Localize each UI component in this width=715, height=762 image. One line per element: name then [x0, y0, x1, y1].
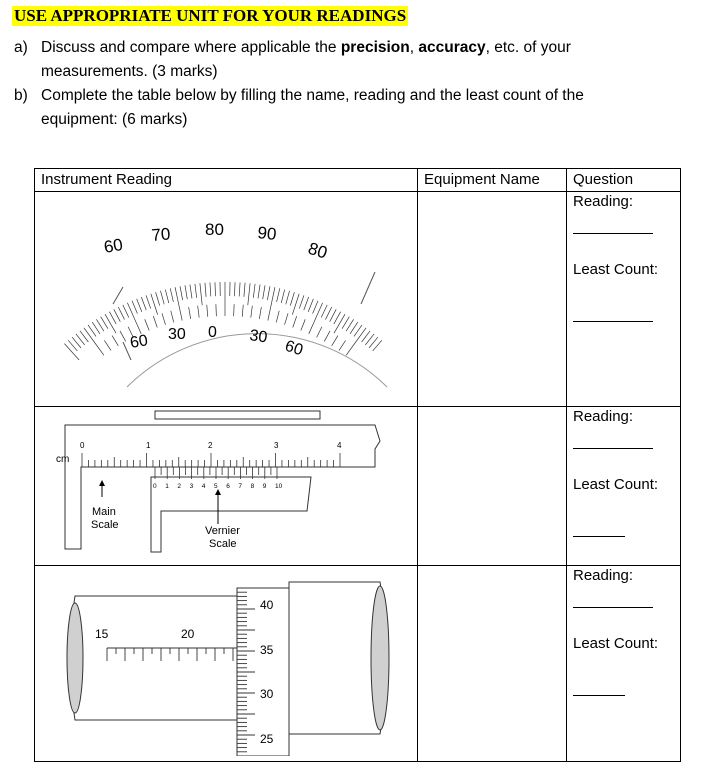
unit-label: cm [56, 454, 69, 465]
tick-mark [210, 282, 211, 296]
tick-mark [276, 311, 279, 323]
tick-mark [171, 311, 174, 323]
tick-mark [215, 282, 216, 296]
tick-mark [190, 285, 192, 299]
tick-mark [334, 312, 341, 324]
equipment-name-cell[interactable] [418, 407, 567, 566]
main-scale-label: 80 [306, 239, 330, 263]
tick-mark [309, 323, 314, 334]
main-scale-label: 60 [102, 235, 124, 257]
tick-mark [151, 294, 158, 315]
thimble-number: 35 [260, 643, 274, 657]
tick-mark [234, 282, 235, 296]
vernier-scale-label: 30 [248, 327, 268, 346]
tick-mark [118, 307, 124, 320]
reading-label: Reading: [573, 408, 633, 425]
tick-mark [156, 292, 160, 305]
vernier-scale-caption: Scale [209, 538, 237, 550]
reading-blank[interactable] [573, 233, 653, 234]
tick-mark [259, 307, 261, 319]
tick-mark [120, 331, 126, 342]
tick-mark [281, 290, 284, 304]
tick-mark [353, 328, 366, 346]
tick-mark [137, 299, 142, 312]
vernier-number: 6 [226, 483, 230, 490]
instrument-cell-protractor [35, 192, 418, 407]
tick-mark [244, 283, 245, 297]
reading-blank[interactable] [573, 448, 653, 449]
tick-mark [234, 304, 235, 316]
tick-mark [101, 317, 108, 329]
vernier-scale-label: 0 [208, 324, 217, 341]
main-scale-label: 90 [257, 223, 278, 244]
tick-mark [346, 319, 354, 331]
header-instrument-reading: Instrument Reading [35, 169, 418, 192]
instrument-cell-caliper [35, 407, 418, 566]
tick-mark [342, 317, 349, 329]
reading-blank[interactable] [573, 607, 653, 608]
sleeve-number: 20 [181, 627, 195, 641]
tick-mark [321, 305, 327, 318]
thimble-number: 30 [260, 687, 274, 701]
tick-mark [145, 319, 149, 330]
tick-mark [285, 313, 288, 324]
reading-label: Reading: [573, 567, 633, 584]
question-a-text-line2: measurements. (3 marks) [41, 63, 218, 80]
tick-mark [84, 328, 97, 346]
main-number: 1 [146, 441, 151, 450]
question-cell-2 [567, 407, 681, 566]
tick-mark [292, 294, 299, 315]
tick-mark [132, 301, 137, 314]
tick-mark [339, 340, 346, 350]
vernier-number: 1 [165, 483, 169, 490]
main-number: 3 [274, 441, 279, 450]
vernier-scale-label: 60 [283, 338, 305, 360]
tick-mark [346, 346, 353, 356]
vernier-scale-label: 60 [129, 332, 150, 352]
main-number: 4 [337, 441, 342, 450]
vernier-number: 10 [275, 483, 283, 490]
vernier-caliper-diagram [35, 407, 417, 560]
least-count-blank[interactable] [573, 321, 653, 322]
main-scale-label: 70 [151, 224, 172, 245]
tick-mark [293, 316, 297, 327]
tick-mark [242, 305, 243, 317]
vernier-number: 3 [190, 483, 194, 490]
tick-mark [248, 283, 250, 305]
tick-mark [239, 282, 240, 296]
tick-mark [200, 283, 202, 305]
question-cell-3 [567, 566, 681, 762]
tick-mark [185, 285, 187, 299]
question-a-text: Discuss and compare where applicable the [41, 39, 341, 56]
instrument-cell-micrometer [35, 566, 418, 762]
tick-mark [317, 327, 322, 338]
tick-mark [286, 291, 290, 304]
tick-mark [332, 336, 338, 346]
protractor-vernier-diagram [35, 192, 417, 401]
main-scale-caption: Main [92, 506, 116, 518]
least-count-label: Least Count: [573, 476, 658, 493]
vernier-number: 8 [251, 483, 255, 490]
tick-mark [189, 307, 191, 319]
least-count-label: Least Count: [573, 261, 658, 278]
accuracy-keyword: accuracy [418, 39, 485, 56]
tick-mark [216, 304, 217, 316]
tick-mark [325, 307, 331, 320]
tick-mark [324, 331, 330, 342]
tick-mark [334, 314, 345, 333]
tick-mark [97, 346, 104, 356]
tick-mark [160, 291, 164, 304]
tick-mark [330, 309, 336, 321]
tick-mark [270, 287, 275, 309]
vernier-scale-label: 30 [168, 326, 186, 343]
vernier-number: 5 [214, 483, 218, 490]
tick-mark [170, 288, 173, 302]
tick-mark [314, 303, 323, 323]
precision-keyword: precision [341, 39, 410, 56]
tick-mark [258, 285, 260, 299]
tick-mark [301, 319, 305, 330]
tick-mark [251, 306, 253, 318]
tick-mark [105, 314, 116, 333]
tick-mark [180, 286, 183, 300]
micrometer-diagram [35, 566, 417, 756]
tick-mark [165, 290, 168, 304]
tick-mark [153, 316, 157, 327]
least-count-blank[interactable] [573, 536, 625, 537]
header-question: Question [567, 169, 681, 192]
vernier-number: 9 [263, 483, 267, 490]
sleeve-number: 15 [95, 627, 109, 641]
main-scale-caption: Scale [91, 519, 119, 531]
tick-mark [180, 309, 182, 321]
tick-mark [308, 299, 313, 312]
least-count-label: Least Count: [573, 635, 658, 652]
tick-mark [263, 285, 265, 299]
tick-mark [123, 305, 129, 318]
vernier-number: 2 [177, 483, 181, 490]
tick-mark [299, 295, 304, 308]
tick-mark [277, 288, 280, 302]
vernier-number: 4 [202, 483, 206, 490]
question-b-text: Complete the table below by filling the name, reading and the least count of the [41, 87, 584, 104]
tick-mark [198, 306, 200, 318]
main-scale-label: 80 [205, 220, 224, 239]
tick-mark [104, 340, 111, 350]
question-a-label: a) [14, 36, 28, 60]
tick-mark [253, 284, 255, 298]
header-equipment-name: Equipment Name [418, 169, 567, 192]
tick-mark [96, 319, 104, 331]
tick-mark [195, 284, 197, 298]
tick-mark [268, 309, 270, 321]
page-title: USE APPROPRIATE UNIT FOR YOUR READINGS [12, 6, 408, 26]
instrument-table [34, 168, 681, 762]
tick-mark [112, 336, 118, 346]
tick-mark [304, 297, 309, 310]
tick-mark [146, 295, 151, 308]
tick-mark [313, 301, 318, 314]
thimble-number: 25 [260, 732, 274, 746]
tick-mark [162, 313, 165, 324]
tick-mark [290, 292, 294, 305]
vernier-scale-caption: Vernier [205, 525, 240, 537]
tick-mark [175, 287, 180, 309]
vernier-number: 7 [238, 483, 242, 490]
tick-mark [207, 305, 208, 317]
tick-mark [127, 303, 136, 323]
least-count-blank[interactable] [573, 695, 625, 696]
tick-mark [205, 283, 206, 297]
tick-mark [109, 312, 116, 324]
tick-mark [141, 297, 146, 310]
tick-mark [114, 309, 120, 321]
equipment-name-cell[interactable] [418, 566, 567, 762]
vernier-number: 0 [153, 483, 157, 490]
question-cell-1 [567, 192, 681, 407]
main-number: 0 [80, 441, 85, 450]
question-b-label: b) [14, 84, 28, 108]
equipment-name-cell[interactable] [418, 192, 567, 407]
thimble-number: 40 [260, 598, 274, 612]
question-b-text-line2: equipment: (6 marks) [41, 111, 187, 128]
main-number: 2 [208, 441, 213, 450]
reading-label: Reading: [573, 193, 633, 210]
tick-mark [267, 286, 270, 300]
tick-mark [64, 344, 79, 360]
